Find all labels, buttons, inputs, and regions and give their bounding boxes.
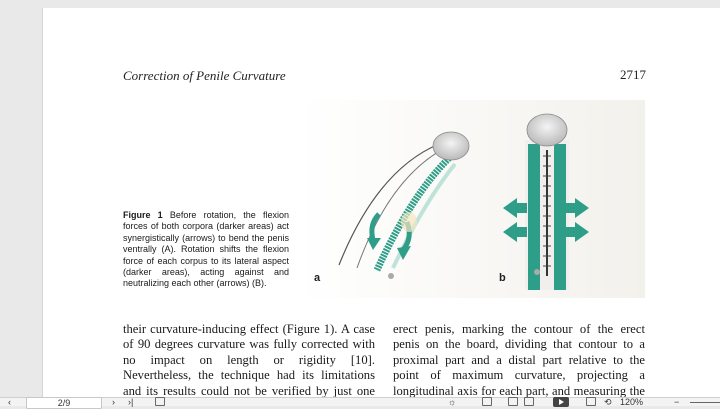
page-indicator-input[interactable]: 2/9 [26, 397, 102, 409]
brightness-icon[interactable]: ☼ [448, 397, 457, 407]
chevron-right-icon[interactable]: › [112, 397, 115, 407]
zoom-slider[interactable] [690, 402, 720, 403]
figure-1-illustration [299, 100, 645, 298]
figure-background [299, 100, 645, 298]
panel-b-label: b [499, 272, 506, 284]
caption-text: Before rotation, the flexion forces of both corpora (darker areas) act synergistically (arrows) to bend the penis ventrally (A). Rotation shifts the flexion force of each corpus to its lateral aspect (darker areas), acting against and neutralizing each other (arrows) (B). [123, 210, 289, 289]
document-page [42, 8, 720, 397]
body-text-right-column: erect penis, marking the contour of the erect penis on the board, dividing that contour to a proximal part and a distal part relative to the point of maximum curvature, projecting a longitudinal axis for each part, and measuring the [393, 322, 645, 397]
zoom-level[interactable]: 120% [620, 397, 644, 407]
rotate-icon[interactable]: ⟲ [604, 397, 612, 407]
running-title: Correction of Penile Curvature [123, 68, 286, 83]
zoom-out-button[interactable]: − [674, 397, 680, 407]
play-icon[interactable] [553, 397, 569, 407]
panel-a-label: a [314, 272, 321, 284]
caption-label: Figure 1 [123, 210, 163, 220]
body-text-left-column: their curvature-inducing effect (Figure 1). A case of 90 degrees curvature was fully corrected with no impact on length or rigidity [10]. Nevertheless, the technique had its limitations and its results could not be verified by just one [123, 322, 375, 397]
skip-end-icon[interactable]: ›| [128, 397, 134, 407]
chevron-left-icon[interactable]: ‹ [8, 397, 11, 407]
page-number: 2717 [620, 67, 646, 82]
figure-caption [123, 210, 289, 290]
